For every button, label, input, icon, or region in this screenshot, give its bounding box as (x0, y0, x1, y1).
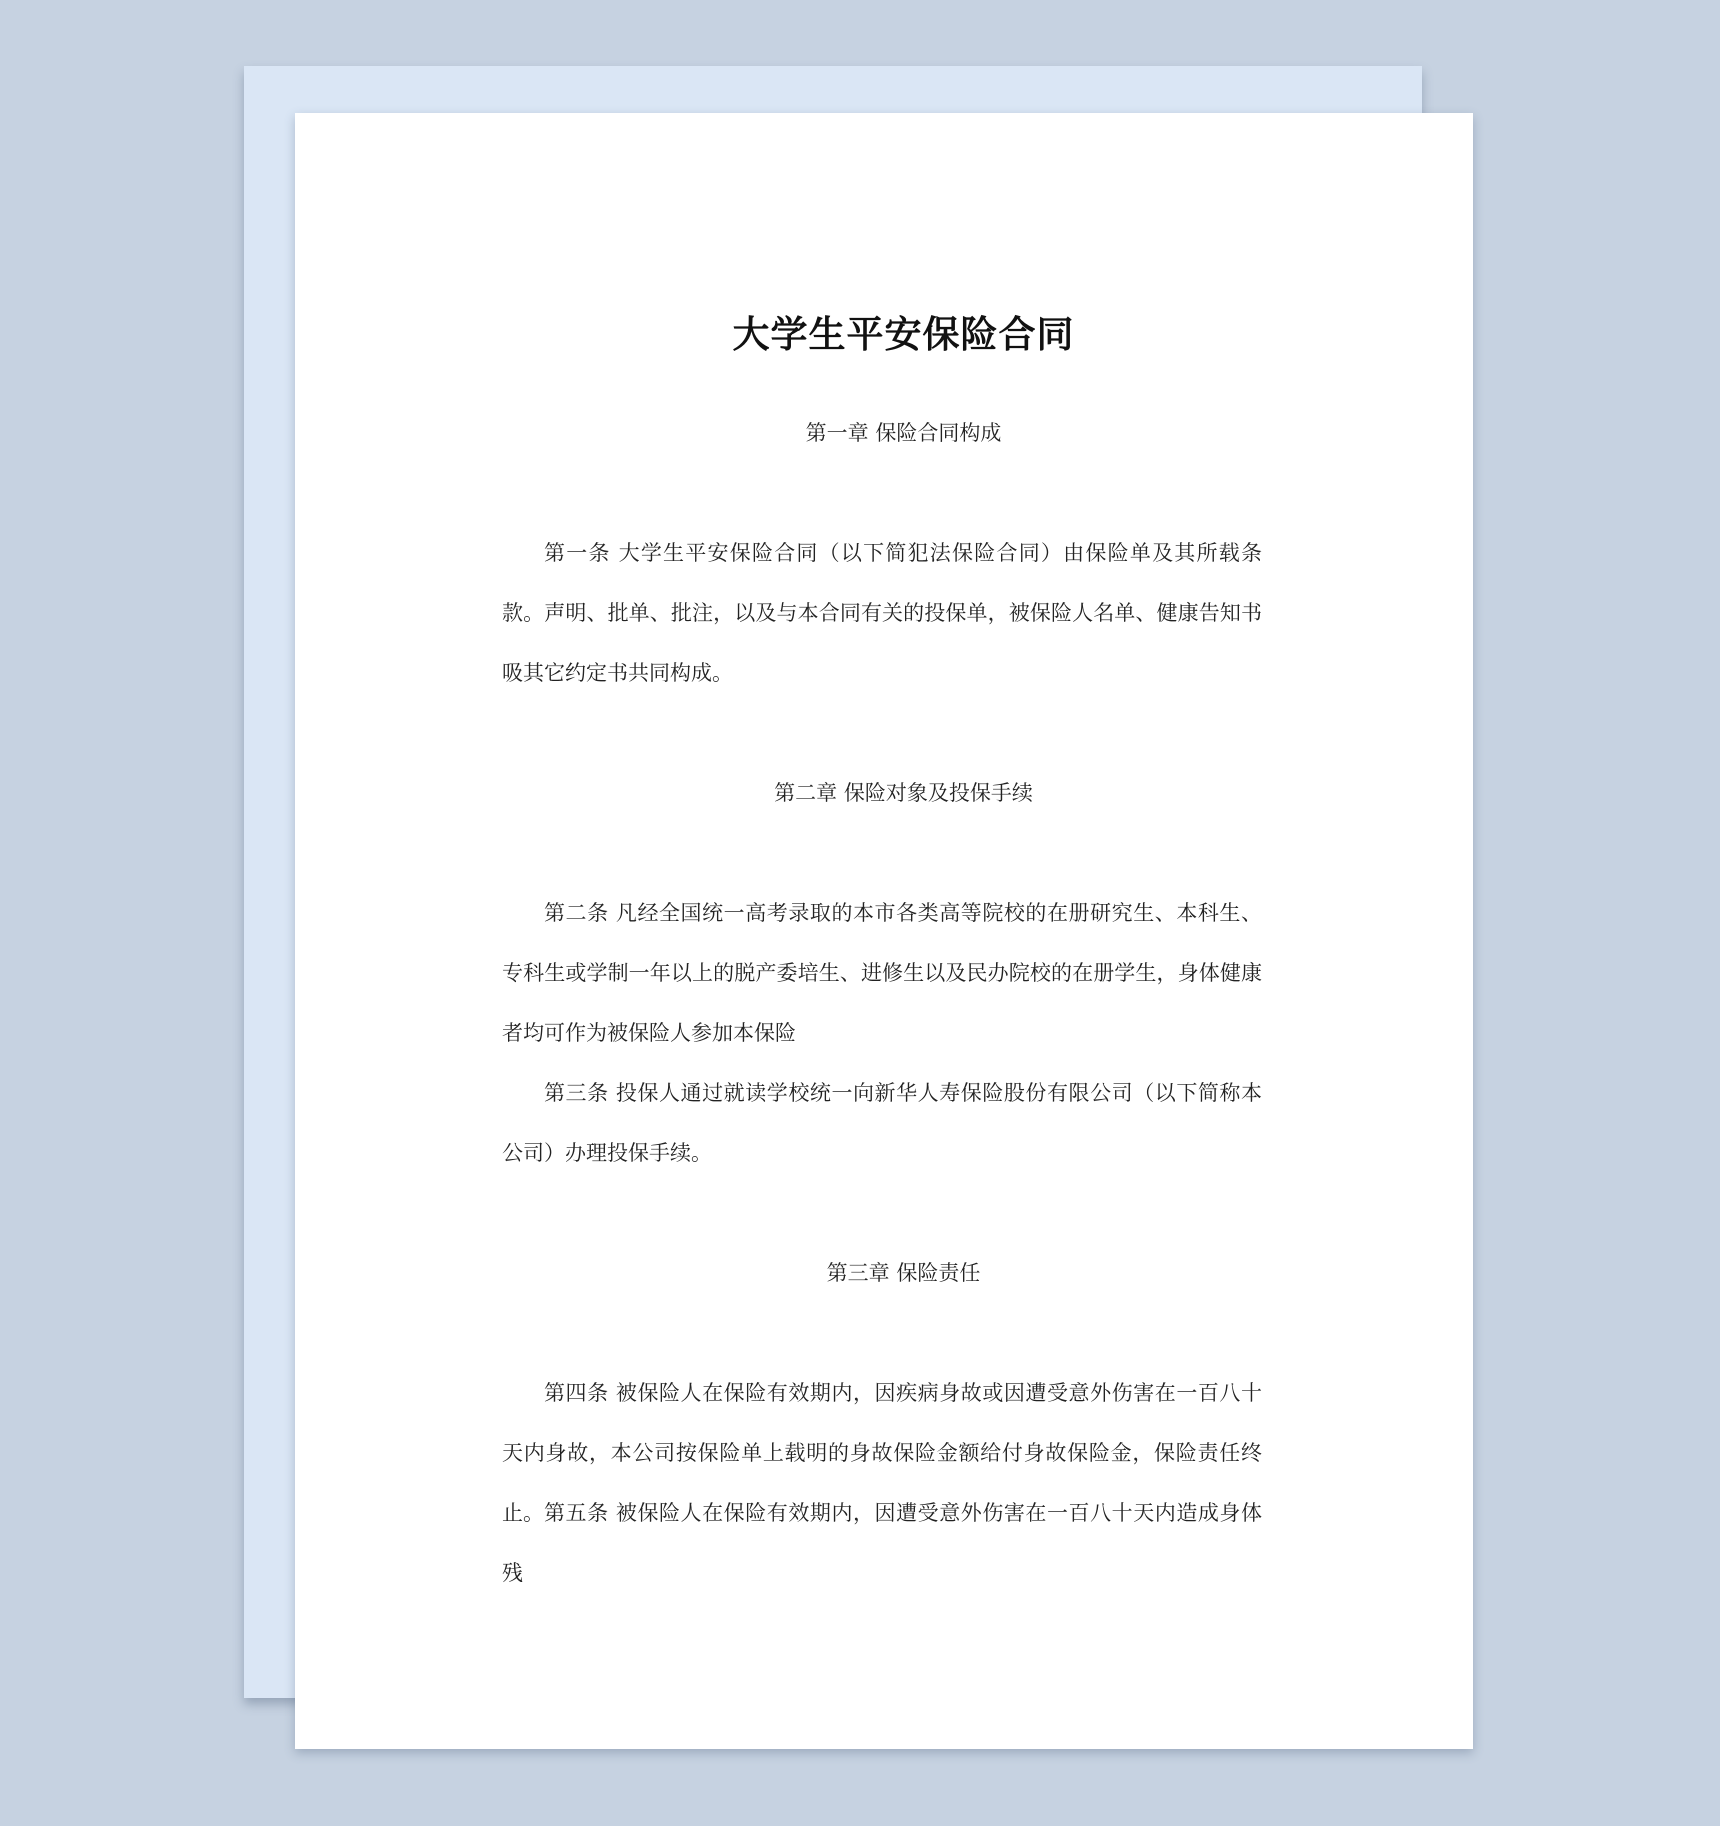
document-title: 大学生平安保险合同 (732, 313, 1075, 356)
article-1: 第一条 大学生平安保险合同（以下简犯法保险合同）由保险单及其所载条款。声明、批单、批注，以及与本合同有关的投保单，被保险人名单、健康告知书吸其它约定书共同构成。 (502, 541, 1262, 685)
article-4: 第四条 被保险人在保险有效期内，因疾病身故或因遭受意外伤害在一百八十天内身故，本公司按保险单上载明的身故保险金额给付身故保险金，保险责任终止。 (502, 1381, 1262, 1525)
chapter-heading-3: 第三章 保险责任 (826, 1261, 981, 1285)
chapter-heading-2: 第二章 保险对象及投保手续 (774, 781, 1033, 805)
article-2: 第二条 凡经全国统一高考录取的本市各类高等院校的在册研究生、本科生、专科生或学制一年以上的脱产委培生、进修生以及民办院校的在册学生，身体健康者均可作为被保险人参加本保险 (502, 901, 1262, 1045)
chapter-heading-1: 第一章 保险合同构成 (805, 421, 1002, 445)
article-3: 第三条 投保人通过就读学校统一向新华人寿保险股份有限公司（以下简称本公司）办理投保手续。 (502, 1081, 1262, 1165)
article-5: 第五条 被保险人在保险有效期内，因遭受意外伤害在一百八十天内造成身体残 (502, 1501, 1262, 1585)
